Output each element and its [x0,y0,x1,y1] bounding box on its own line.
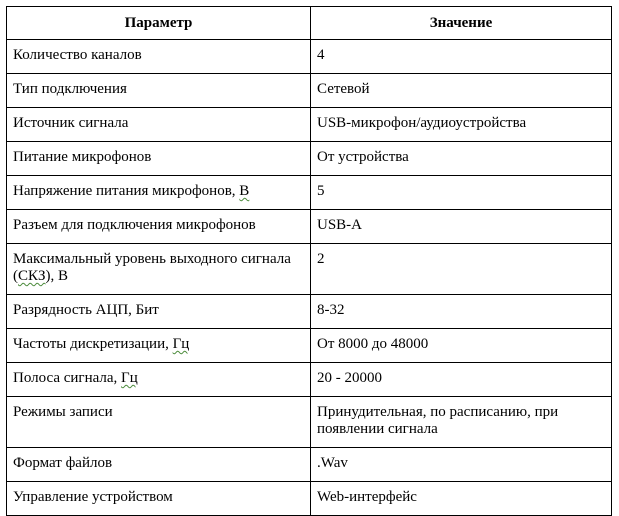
spellcheck-mark: Гц [172,336,190,352]
table-row [7,363,612,397]
spellcheck-mark: В [239,183,250,199]
value-cell: 2 [311,244,612,295]
value-cell: 4 [311,40,612,74]
parameter-cell: Разъем для подключения микрофонов [7,210,311,244]
parameter-cell: Количество каналов [7,40,311,74]
table-row [7,210,612,244]
spellcheck-mark: Гц [121,370,138,386]
header-value: Значение [311,7,612,40]
header-parameter: Параметр [7,7,311,40]
table-row [7,482,612,516]
value-cell: USB-A [311,210,612,244]
parameter-cell: Полоса сигнала, Гц [7,363,311,397]
value-cell: 5 [311,176,612,210]
parameter-cell: Частоты дискретизации, Гц [7,329,311,363]
value-cell: .Wav [311,448,612,482]
value-cell: От устройства [311,142,612,176]
parameter-cell: Максимальный уровень выходного сигнала (СКЗ), В [7,244,311,295]
parameter-cell: Разрядность АЦП, Бит [7,295,311,329]
value-cell: От 8000 до 48000 [311,329,612,363]
parameter-cell: Напряжение питания микрофонов, В [7,176,311,210]
parameter-cell: Питание микрофонов [7,142,311,176]
value-cell: 20 - 20000 [311,363,612,397]
table-body [7,40,612,516]
table-row [7,397,612,448]
spellcheck-mark: СКЗ [18,268,46,284]
specifications-table [6,6,612,516]
table-header-row [7,7,612,40]
parameter-cell: Источник сигнала [7,108,311,142]
table-row [7,295,612,329]
table-row [7,108,612,142]
parameter-cell: Управление устройством [7,482,311,516]
parameter-cell: Тип подключения [7,74,311,108]
table-row [7,244,612,295]
parameter-cell: Формат файлов [7,448,311,482]
parameter-cell: Режимы записи [7,397,311,448]
table-row [7,448,612,482]
table-row [7,176,612,210]
value-cell: USB-микрофон/аудиоустройства [311,108,612,142]
value-cell: Принудительная, по расписанию, при появлении сигнала [311,397,612,448]
table-row [7,40,612,74]
table-row [7,74,612,108]
value-cell: Web-интерфейс [311,482,612,516]
value-cell: 8-32 [311,295,612,329]
value-cell: Сетевой [311,74,612,108]
table-row [7,329,612,363]
table-row [7,142,612,176]
